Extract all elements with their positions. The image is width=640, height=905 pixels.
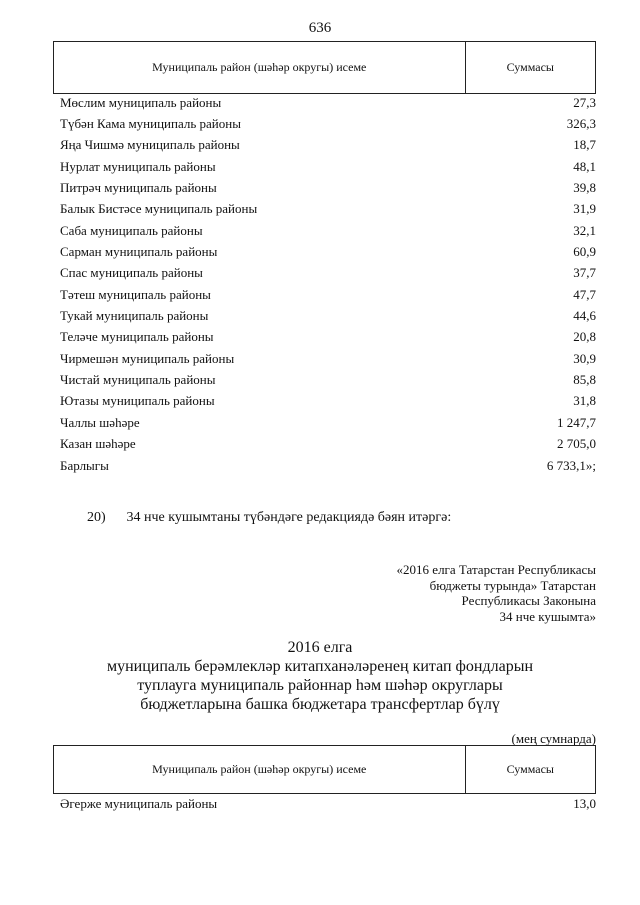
row-name: Сарман муниципаль районы [60,244,218,260]
table-row [60,177,596,198]
row-value: 2 705,0 [557,436,596,452]
row-name: Казан шәһәре [60,436,136,452]
page-number: 636 [308,20,332,36]
table2-col-name: Муниципаль район (шәһәр округы) исеме [54,746,466,794]
table-row [60,263,596,284]
row-name: Чирмешән муниципаль районы [60,350,235,366]
row-name: Тәтеш муниципаль районы [60,286,211,302]
item-number: 20) [87,510,106,525]
row-name: Чистай муниципаль районы [60,372,216,388]
row-value: 27,3 [573,94,596,110]
appendix-line: «2016 елга Татарстан Республикасы [396,562,596,577]
table2-header [53,745,596,794]
row-value: 44,6 [573,308,596,324]
row-value: 37,7 [573,265,596,281]
row-name: Теләче муниципаль районы [60,329,214,345]
table1-body [60,92,596,476]
table1-col-sum: Суммасы [465,42,595,94]
table1-header [53,41,596,94]
row-value: 32,1 [573,222,596,238]
units-note: (мең сумнарда) [511,731,596,746]
amendment-item-20 [87,510,451,526]
title-line: 2016 елга [287,639,353,656]
table-row [60,113,596,134]
row-name: Питрәч муниципаль районы [60,180,217,196]
row-name: Әгерже муниципаль районы [60,795,218,811]
table-row [60,199,596,220]
row-name: Балык Бистәсе муниципаль районы [60,201,258,217]
row-value: 60,9 [573,244,596,260]
table-row [60,220,596,241]
table-row [60,241,596,262]
table1-col-name: Муниципаль район (шәһәр округы) исеме [54,42,466,94]
appendix-line: 34 нче кушымта» [499,608,596,624]
row-value: 39,8 [573,180,596,196]
title-line: муниципаль берәмлекләр китапханәләренең китап фондларын [106,658,534,675]
row-value: 47,7 [573,286,596,302]
table-row [60,156,596,177]
row-value: 13,0 [573,795,596,811]
table-row [60,135,596,156]
row-name: Түбән Кама муниципаль районы [60,116,241,132]
row-name: Нурлат муниципаль районы [60,158,216,174]
table-row [60,327,596,348]
table2-col-sum: Суммасы [465,746,595,794]
appendix-line: Республикасы Законына [461,593,596,608]
row-value: 31,8 [573,393,596,409]
row-value: 20,8 [573,329,596,345]
table-row [60,434,596,455]
title-line: бюджетларына башка бюджетара трансфертлар бүлү [140,696,500,713]
row-value: 30,9 [573,350,596,366]
table-row [60,284,596,305]
table2-body [60,793,596,814]
row-name: Ютазы муниципаль районы [60,393,215,409]
row-value: 6 733,1»; [546,457,596,473]
row-name: Мөслим муниципаль районы [60,94,222,110]
table-row [60,92,596,113]
appendix-line: бюджеты турында» Татарстан [429,577,596,593]
section-title [0,638,640,714]
table-row [60,391,596,412]
title-line: туплауга муниципаль районнар һәм шәһәр округлары [137,677,503,694]
row-name: Тукай муниципаль районы [60,308,209,324]
row-value: 85,8 [573,372,596,388]
row-value: 1 247,7 [557,414,596,430]
row-value: 18,7 [573,137,596,153]
row-name: Спас муниципаль районы [60,265,203,281]
table-row [60,348,596,369]
table-row [60,412,596,433]
row-name: Чаллы шәһәре [60,414,140,430]
row-value: 48,1 [573,158,596,174]
item-text: 34 нче кушымтаны түбәндәге редакциядә бәян итәргә: [126,510,452,525]
row-value: 326,3 [566,116,596,132]
row-name: Яңа Чишмә муниципаль районы [60,137,240,153]
table-row [60,455,596,476]
row-value: 31,9 [573,201,596,217]
table-row [60,369,596,390]
row-name: Саба муниципаль районы [60,222,203,238]
table-row [60,793,596,814]
table-row [60,305,596,326]
appendix-reference [397,562,596,624]
row-name: Барлыгы [60,457,109,473]
